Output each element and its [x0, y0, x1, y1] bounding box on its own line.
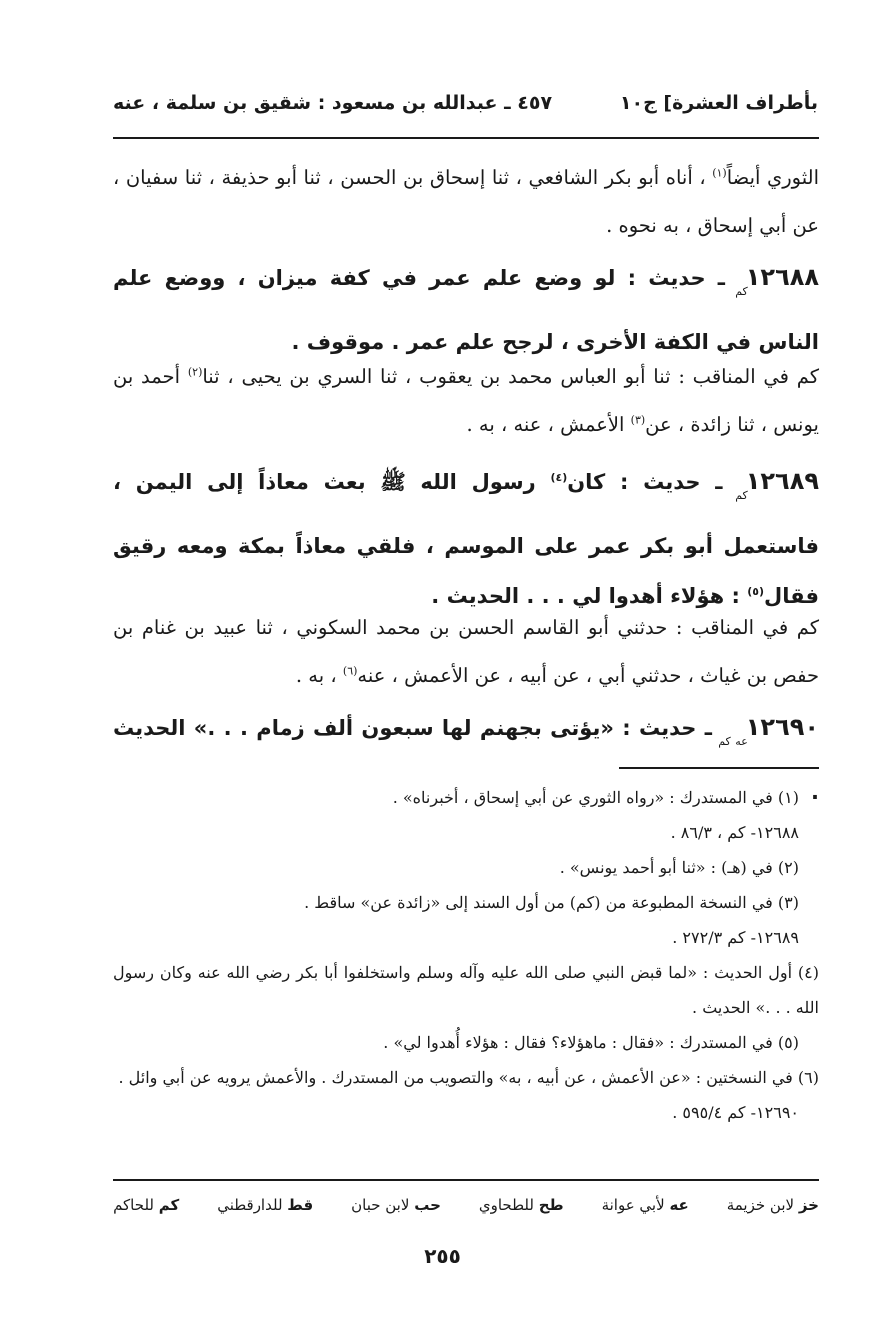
footnote: (٢) في (هـ) : «ثنا أبو أحمد يونس» . — [559, 858, 799, 877]
hadith-number: ١٢٦٩٠ — [745, 713, 820, 741]
footnote-ref-2: (٢) — [187, 365, 203, 379]
footnote-ref-5: (٥) — [747, 585, 765, 598]
hadith-text: ـ حديث : لو وضع علم عمر في كفة ميزان ، ووضع علم الناس في الكفة الأخرى ، لرجح علم عمر . موقوف . — [113, 266, 819, 354]
abbreviation-rule — [113, 1179, 819, 1181]
abbreviation-item: قط للدارقطني — [217, 1196, 314, 1214]
footnote-source: ١٢٦٨٩- كم ٢٧٢/٣ . — [672, 928, 799, 947]
abbreviation-item: عه لأبي عوانة — [601, 1196, 689, 1214]
footnote-separator — [619, 767, 819, 769]
header-section-title: ٤٥٧ ـ عبدالله بن مسعود : شقيق بن سلمة ، عنه — [113, 92, 553, 114]
footnote: (٦) في النسختين : «عن الأعمش ، عن أبيه ، به» والتصويب من المستدرك . والأعمش يرويه عن أبي وائل . — [118, 1068, 819, 1087]
footnote-ref-6: (٦) — [342, 664, 358, 678]
hadith-siglum: كم — [735, 489, 748, 502]
hadith-12688 — [113, 252, 819, 367]
footnote-ref-4: (٤) — [550, 471, 568, 484]
hadith-number: ١٢٦٨٩ — [745, 467, 819, 495]
running-header — [113, 86, 818, 126]
footnote: (٤) أول الحديث : «لما قبض النبي صلى الله عليه وآله وسلم واستخلفوا أبا بكر رضي الله عنه وكان رسول الله . . .» الحديث . — [113, 963, 819, 1017]
footnotes — [113, 780, 819, 1130]
footnote-source: ١٢٦٩٠- كم ٥٩٥/٤ . — [672, 1103, 799, 1122]
isnad-paragraph-12688: كم في المناقب : ثنا أبو العباس محمد بن يعقوب ، ثنا السري بن يحيى ، ثنا$^{(٢)}$ أحمد بن يونس ، ثنا زائدة ، عن$^{(٣)}$ الأعمش ، عنه ، به . — [113, 365, 820, 436]
page-number: ٢٥٥ — [424, 1244, 461, 1268]
footnote-source: ١٢٦٨٨- كم ، ٨٦/٣ . — [670, 823, 799, 842]
abbreviation-key — [113, 1190, 819, 1220]
hadith-12689: $١٢٦٨٩_{كم}$ ـ حديث : كان$^{(٤)}$ رسول الله ﷺ بعث معاذاً إلى اليمن ، فاستعمل أبو بكر عمر على الموسم ، فلقي معاذاً بمكة ومعه رقيق فقال$^{(٥)}$ : هؤلاء أهدوا لي . . . الحديث . — [113, 467, 819, 608]
footnote-ref-3: (٣) — [630, 413, 646, 427]
abbreviation-item: كم للحاكم — [113, 1196, 180, 1214]
hadith-text: ـ حديث : «يؤتى بجهنم لها سبعون ألف زمام . . .» الحديث . — [113, 716, 819, 804]
abbreviation-item: طح للطحاوي — [478, 1196, 564, 1214]
abbreviation-item: حب لابن حبان — [351, 1196, 441, 1214]
footnote: (١) في المستدرك : «رواه الثوري عن أبي إسحاق ، أخبرناه» . — [392, 788, 799, 807]
hadith-siglum: عه كم — [718, 735, 748, 748]
isnad-paragraph-12689: كم في المناقب : حدثني أبو القاسم الحسن بن محمد السكوني ، ثنا عبيد بن غنام بن حفص بن غياث ، حدثني أبي ، عن أبيه ، عن الأعمش ، عنه$^{(٦)}$ ، به . — [113, 616, 819, 687]
paragraph-continuation: الثوري أيضاً$^{(١)}$ ، أناه أبو بكر الشافعي ، ثنا إسحاق بن الحسن ، ثنا أبو حذيفة ، ثنا سفيان ، عن أبي إسحاق ، به نحوه . — [113, 166, 819, 237]
footnote: (٣) في النسخة المطبوعة من (كم) من أول السند إلى «زائدة عن» ساقط . — [304, 893, 799, 912]
header-rule — [113, 137, 819, 139]
hadith-siglum: كم — [735, 285, 748, 298]
abbreviation-item: خز لابن خزيمة — [726, 1196, 819, 1214]
footnote-ref-1: (١) — [712, 166, 727, 180]
footnote: (٥) في المستدرك : «فقال : ماهؤلاء؟ فقال : هؤلاء أُهدوا لي» . — [383, 1033, 799, 1052]
header-book-title: بأطراف العشرة] ج١٠ — [619, 92, 818, 114]
hadith-number: ١٢٦٨٨ — [745, 263, 820, 291]
